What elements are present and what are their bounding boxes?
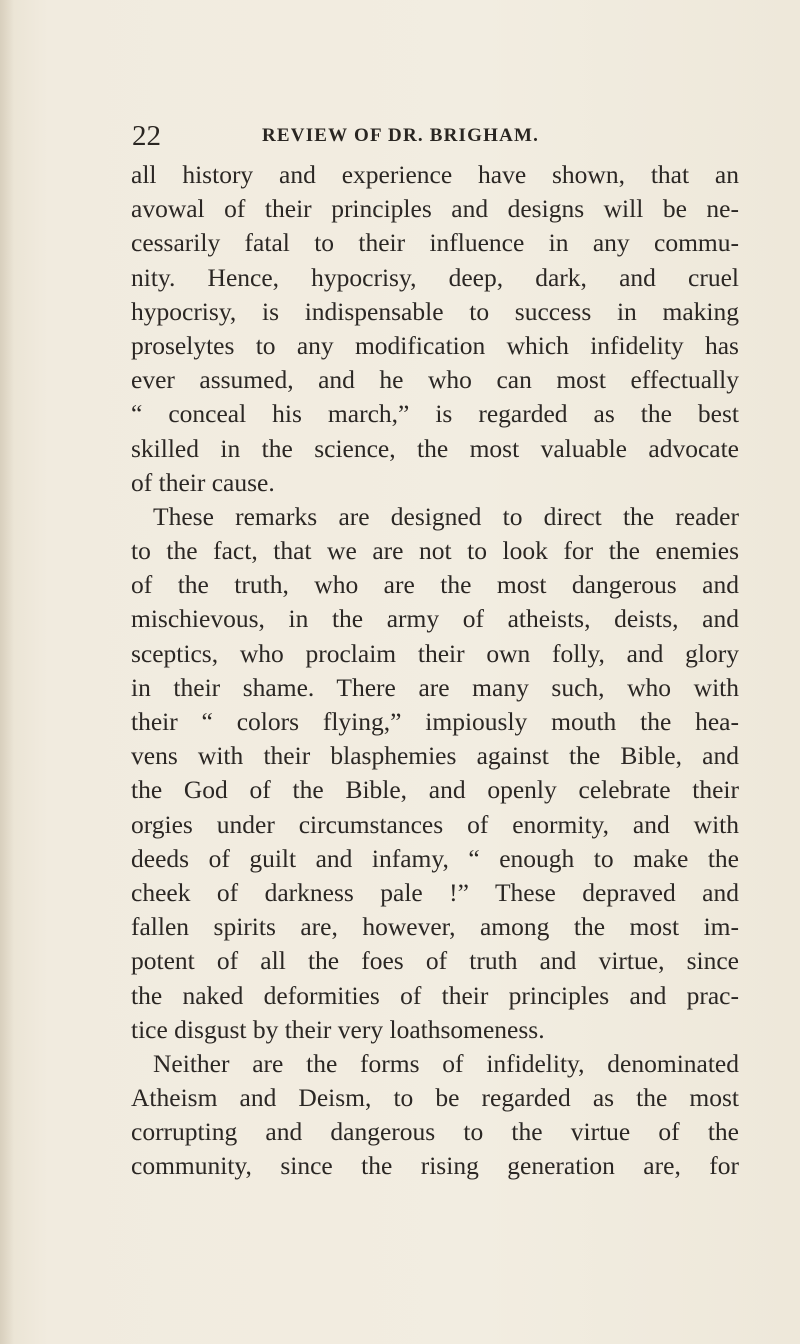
text-line: to the fact, that we are not to look for the enemies [131,536,739,566]
text-line: deeds of guilt and infamy, “ enough to make the [131,843,739,873]
text-line: of their cause. [131,467,275,497]
text-line: skilled in the science, the most valuable advocate [131,433,739,463]
text-line: their “ colors flying,” impiously mouth the hea- [131,707,739,736]
text-line: Neither are the forms of infidelity, denominated [153,1048,739,1078]
text-line: proselytes to any modification which infidelity has [131,330,739,360]
text-line: vens with their blasphemies against the Bible, and [131,741,739,771]
text-line: in their shame. There are many such, who with [131,672,739,702]
text-line: potent of all the foes of truth and virtue, since [131,946,739,976]
text-line: avowal of their principles and designs will be ne- [131,194,739,224]
text-line: These remarks are designed to direct the reader [153,501,739,531]
text-line: orgies under circumstances of enormity, and with [131,809,739,839]
text-line: ever assumed, and he who can most effectually [131,365,739,395]
text-line: tice disgust by their very loathsomeness. [131,1014,545,1044]
text-line: corrupting and dangerous to the virtue of the [131,1117,739,1147]
text-line: the God of the Bible, and openly celebrate their [131,775,739,805]
text-line: sceptics, who proclaim their own folly, and glory [131,638,739,668]
text-line: cessarily fatal to their influence in any commu- [131,228,739,258]
text-line: Atheism and Deism, to be regarded as the most [131,1083,739,1113]
text-line: of the truth, who are the most dangerous and [131,570,739,600]
text-line: cheek of darkness pale !” These depraved and [131,877,739,907]
page-edge-shadow [0,0,14,1344]
text-line: “ conceal his march,” is regarded as the best [131,399,739,429]
text-line: community, since the rising generation are, for [131,1151,739,1181]
text-line: hypocrisy, is indispensable to success in making [131,296,739,326]
running-title: REVIEW OF DR. BRIGHAM. [262,125,540,146]
text-line: all history and experience have shown, that an [131,160,739,189]
text-line: the naked deformities of their principles and prac- [131,980,739,1010]
page-header [132,118,752,154]
body-text [131,158,739,1184]
text-line: fallen spirits are, however, among the most im- [131,912,739,942]
text-line: nity. Hence, hypocrisy, deep, dark, and cruel [131,262,739,292]
page-number: 22 [132,120,161,152]
text-line: mischievous, in the army of atheists, deists, and [131,604,739,634]
